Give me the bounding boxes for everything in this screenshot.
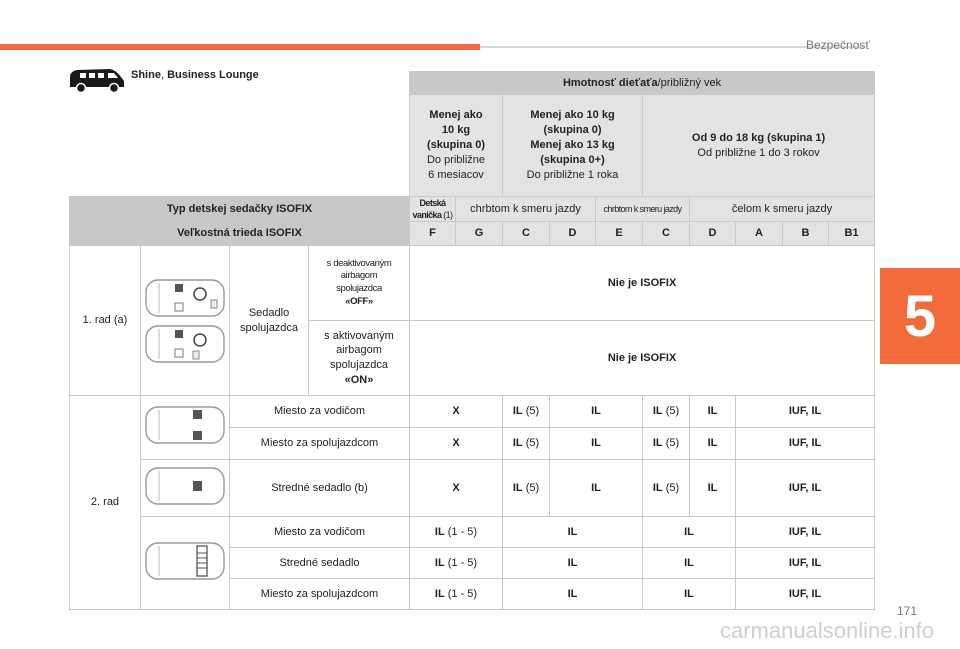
seat-position: Miesto za vodičom: [230, 396, 410, 428]
cell-group-0plus-c: IL (5): [503, 460, 550, 517]
rear-seats-outer-icon: [145, 406, 225, 444]
cell-group-1-d: IL: [690, 460, 736, 517]
cell-group-0: X: [410, 460, 503, 517]
chapter-tab: 5: [880, 268, 960, 364]
seat-position: Stredné sedadlo: [230, 548, 410, 579]
airbag-on-cell: s aktivovaným airbagom spolujazdca «ON»: [309, 321, 410, 396]
cell-group-0: X: [410, 396, 503, 428]
header-accent-bar: [0, 44, 480, 50]
size-class: B: [783, 222, 829, 246]
cell-group-0plus-c: IL (5): [503, 428, 550, 460]
airbag-off-cell: s deaktivovaným airbagom spolujazdca «OFF»: [309, 246, 410, 321]
size-class: C: [643, 222, 690, 246]
seat-position: Miesto za spolujazdcom: [230, 579, 410, 610]
cell-group-0plus: IL: [503, 517, 643, 548]
cell-group-0: IL (1 - 5): [410, 548, 503, 579]
cell-group-0plus: IL: [503, 548, 643, 579]
cell-group-0plus-de: IL: [550, 428, 643, 460]
type-rear-facing-small: chrbtom k smeru jazdy: [596, 197, 690, 222]
seat-position: Miesto za vodičom: [230, 517, 410, 548]
cell-group-1-ab: IUF, IL: [736, 396, 875, 428]
cell-group-1-forward: IUF, IL: [736, 579, 875, 610]
cell-group-1-c: IL (5): [643, 428, 690, 460]
weight-header: Hmotnosť dieťaťa/približný vek: [410, 72, 875, 95]
row-2-diagram-b: [141, 460, 230, 517]
cell-group-1-rear: IL: [643, 579, 736, 610]
front-seat-wheel-icon: [145, 279, 225, 317]
cell-group-0: X: [410, 428, 503, 460]
size-class: F: [410, 222, 456, 246]
cell-group-1-rear: IL: [643, 548, 736, 579]
section-title: Bezpečnosť: [806, 38, 870, 52]
type-rear-facing: chrbtom k smeru jazdy: [456, 197, 596, 222]
type-carrycot: Detská vanička (1): [410, 197, 456, 222]
row-1-diagrams: [141, 246, 230, 396]
models-label: Shine, Business Lounge: [131, 69, 259, 81]
isofix-table: [69, 71, 875, 610]
row-1-label: 1. rad (a): [70, 246, 141, 396]
group-0plus-header: Menej ako 10 kg (skupina 0) Menej ako 13 kg (skupina 0+) Do približne 1 roka: [503, 95, 643, 197]
cell-group-1-d: IL: [690, 428, 736, 460]
group-0-header: Menej ako 10 kg (skupina 0) Do približne 6 mesiacov: [410, 95, 503, 197]
size-class: B1: [829, 222, 875, 246]
cell-group-1-ab: IUF, IL: [736, 460, 875, 517]
watermark: carmanualsonline.info: [720, 618, 935, 643]
cell-group-0plus-de: IL: [550, 460, 643, 517]
not-isofix-on: Nie je ISOFIX: [410, 321, 875, 396]
van-icon: [68, 66, 126, 94]
cell-group-0: IL (1 - 5): [410, 517, 503, 548]
size-class: E: [596, 222, 643, 246]
cell-group-1-forward: IUF, IL: [736, 517, 875, 548]
type-row-label: Typ detskej sedačky ISOFIX: [70, 197, 410, 222]
cell-group-1-d: IL: [690, 396, 736, 428]
row-2-label: 2. rad: [70, 396, 141, 610]
cell-group-0plus: IL: [503, 579, 643, 610]
seat-position: Stredné sedadlo (b): [230, 460, 410, 517]
cell-group-1-c: IL (5): [643, 396, 690, 428]
front-seat-wheel-icon: [145, 325, 225, 363]
rear-seat-center-icon: [145, 467, 225, 505]
group-1-header: Od 9 do 18 kg (skupina 1) Od približne 1 do 3 rokov: [643, 95, 875, 197]
size-class: G: [456, 222, 503, 246]
rear-bench-icon: [145, 542, 225, 580]
cell-group-1-forward: IUF, IL: [736, 548, 875, 579]
size-class: D: [550, 222, 596, 246]
not-isofix-off: Nie je ISOFIX: [410, 246, 875, 321]
cell-group-1-ab: IUF, IL: [736, 428, 875, 460]
size-class: C: [503, 222, 550, 246]
row-2-diagram-c: [141, 517, 230, 610]
cell-group-0plus-c: IL (5): [503, 396, 550, 428]
size-row-label: Veľkostná trieda ISOFIX: [70, 222, 410, 246]
cell-group-0plus-de: IL: [550, 396, 643, 428]
cell-group-1-rear: IL: [643, 517, 736, 548]
cell-group-1-c: IL (5): [643, 460, 690, 517]
size-class: D: [690, 222, 736, 246]
cell-group-0: IL (1 - 5): [410, 579, 503, 610]
seat-label: Sedadlo spolujazdca: [230, 246, 309, 396]
row-2-diagram-a: [141, 396, 230, 460]
seat-position: Miesto za spolujazdcom: [230, 428, 410, 460]
type-forward-facing: čelom k smeru jazdy: [690, 197, 875, 222]
size-class: A: [736, 222, 783, 246]
page-number: 171: [897, 604, 918, 618]
